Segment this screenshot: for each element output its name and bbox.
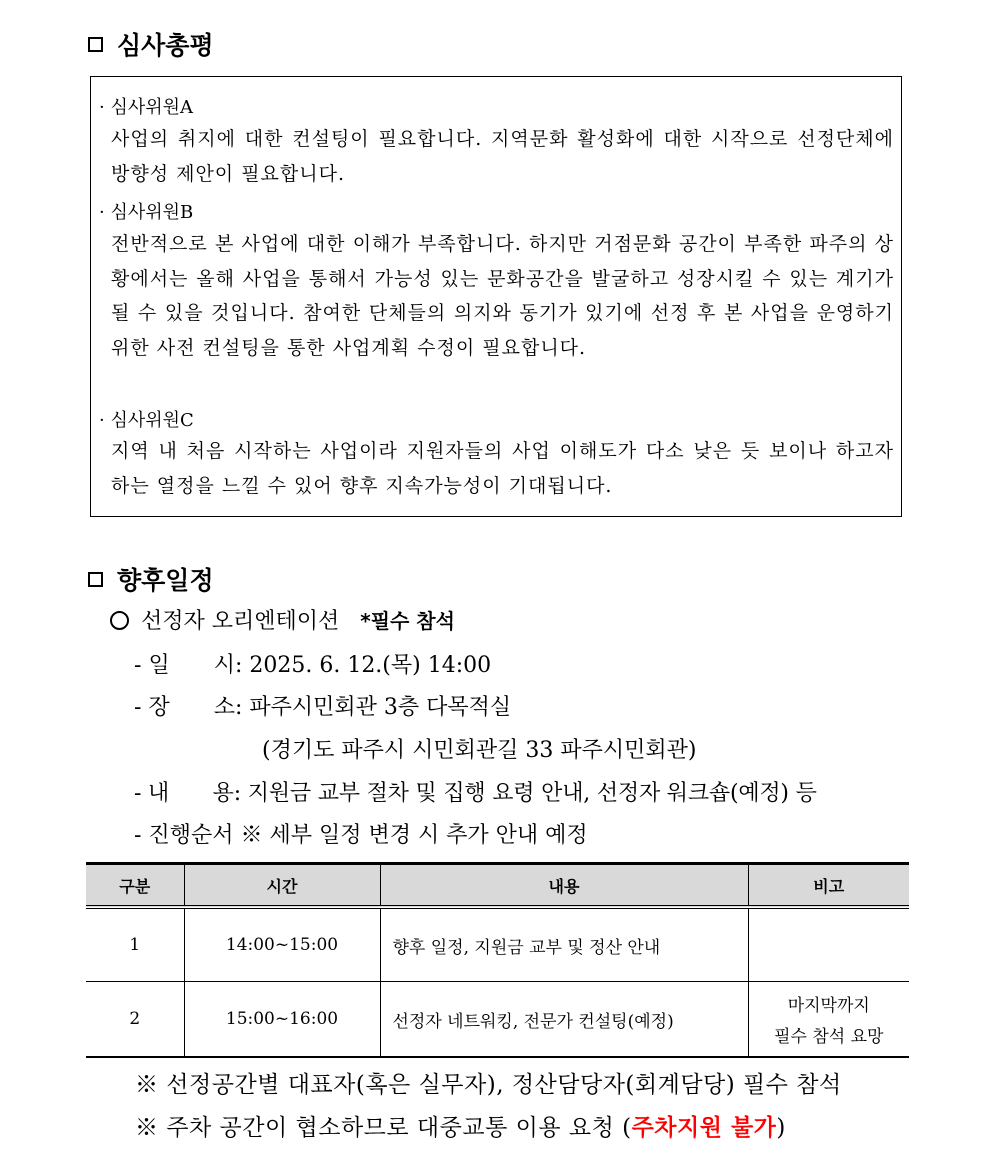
- row-note-line-2: 필수 참석 요망: [774, 1027, 884, 1047]
- note-parking-close: ): [776, 1115, 786, 1141]
- review-text-a: 사업의 취지에 대한 컨설팅이 필요합니다. 지역문화 활성화에 대한 시작으로 선정단체에 방향성 제안이 필요합니다.: [111, 128, 894, 185]
- date-label: 일 시: [148, 653, 235, 678]
- content-line: - 내 용: 지원금 교부 절차 및 집행 요령 안내, 선정자 워크숍(예정) 등: [134, 776, 817, 807]
- reviewer-label-b: · 심사위원B: [99, 202, 194, 223]
- content-value: 지원금 교부 절차 및 집행 요령 안내, 선정자 워크숍(예정) 등: [247, 781, 817, 806]
- date-line: - 일 시: 2025. 6. 12.(목) 14:00: [134, 648, 491, 679]
- table-row: [86, 982, 909, 1058]
- reviewer-label-c: · 심사위원C: [99, 410, 194, 431]
- review-text-c: 지역 내 처음 시작하는 사업이라 지원자들의 사업 이해도가 다소 낮은 듯 보이나 하고자 하는 열정을 느낄 수 있어 향후 지속가능성이 기대됩니다.: [111, 440, 894, 497]
- note-attendance: ※ 선정공간별 대표자(혹은 실무자), 정산담당자(회계담당) 필수 참석: [135, 1072, 842, 1098]
- reviewer-label-a: · 심사위원A: [99, 97, 194, 118]
- row-time: 14:00~15:00: [184, 907, 380, 982]
- required-label: *필수 참석: [360, 609, 455, 633]
- place-value: 파주시민회관 3층 다목적실: [249, 695, 512, 720]
- row-content: 향후 일정, 지원금 교부 및 정산 안내: [380, 907, 748, 982]
- row-number: 2: [86, 982, 184, 1058]
- date-value: 2025. 6. 12.(목) 14:00: [249, 653, 492, 678]
- row-content: 선정자 네트워킹, 전문가 컨설팅(예정): [380, 982, 748, 1058]
- schedule-table: [86, 862, 909, 1058]
- order-note: ※ 세부 일정 변경 시 추가 안내 예정: [240, 823, 588, 848]
- place-address: (경기도 파주시 시민회관길 33 파주시민회관): [262, 738, 697, 763]
- place-line: - 장 소: 파주시민회관 3층 다목적실: [134, 690, 511, 721]
- row-note: [748, 982, 909, 1058]
- row-number: 1: [86, 907, 184, 982]
- section-heading-schedule: [88, 561, 214, 597]
- header-note: 비고: [748, 864, 909, 908]
- parking-warning: 주차지원 불가: [631, 1114, 777, 1141]
- header-time: 시간: [184, 864, 380, 908]
- checkbox-square-icon: [88, 572, 103, 587]
- event-title-line: [110, 604, 455, 635]
- circle-bullet-icon: [110, 611, 129, 630]
- order-label: 진행순서: [148, 823, 234, 848]
- header-category: 구분: [86, 864, 184, 908]
- note-parking: [135, 1109, 786, 1142]
- order-line: - 진행순서 ※ 세부 일정 변경 시 추가 안내 예정: [134, 823, 588, 848]
- content-label: 내 용: [148, 781, 234, 806]
- header-content: 내용: [380, 864, 748, 908]
- row-time: 15:00~16:00: [184, 982, 380, 1058]
- place-label: 장 소: [148, 695, 235, 720]
- note-parking-text: ※ 주차 공간이 협소하므로 대중교통 이용 요청 (: [135, 1115, 632, 1141]
- table-row: [86, 907, 909, 982]
- event-title: 선정자 오리엔테이션: [141, 609, 340, 634]
- review-box: [90, 76, 902, 517]
- section-heading-review: [88, 26, 214, 62]
- row-note-line-1: 마지막까지: [787, 996, 870, 1016]
- table-header-row: [86, 864, 909, 908]
- review-text-b: 전반적으로 본 사업에 대한 이해가 부족합니다. 하지만 거점문화 공간이 부족한 파주의 상황에서는 올해 사업을 통해서 가능성 있는 문화공간을 발굴하고 성장시킬 수 있는 계기가 될 수 있을 것입니다. 참여한 단체들의 의지와 동기가 있기에 선정 후 본 사업을 운영하기 위한 사전 컨설팅을 통한 사업계획 수정이 필요합니다.: [111, 233, 894, 360]
- section-title: 심사총평: [117, 31, 214, 60]
- row-note: [748, 907, 909, 982]
- section-title: 향후일정: [117, 566, 214, 595]
- checkbox-square-icon: [88, 37, 103, 52]
